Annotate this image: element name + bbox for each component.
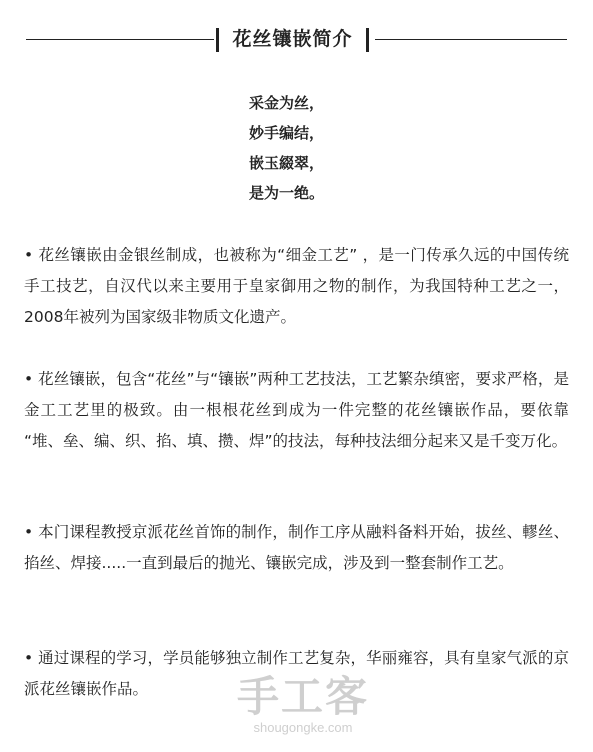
poem-line: 嵌玉綴翠， [249, 154, 325, 172]
header-right-bar [366, 28, 369, 52]
course-paragraph: • 本门课程教授京派花丝首饰的制作，制作工序从融料备料开始，拔丝、轇丝、掐丝、焊接.....一直到最后的抛光、镶嵌完成，涉及到一整套制作工艺。 [24, 523, 569, 572]
poem-line: 妙手编结， [249, 124, 325, 142]
poem-line: 采金为丝， [249, 94, 325, 112]
section-title: 花丝镶嵌简介 [232, 28, 353, 50]
header-right-rule [375, 39, 567, 40]
watermark [228, 674, 378, 736]
outcome-paragraph: • 通过课程的学习，学员能够独立制作工艺复杂，华丽雍容，具有皇家气派的京派花丝镶嵌作品。 [24, 649, 569, 698]
poem-line: 是为一绝。 [249, 184, 325, 202]
header-left-bar [216, 28, 219, 52]
intro-paragraph: • 花丝镶嵌由金银丝制成，也被称为“细金工艺” ，是一门传承久远的中国传统手工技艺，自汉代以来主要用于皇家御用之物的制作，为我国特种工艺之一，2008年被列为国家级非物质文化遗产。 [24, 246, 569, 326]
technique-paragraph: • 花丝镶嵌，包含“花丝”与“镶嵌”两种工艺技法，工艺繁杂缜密，要求严格，是金工工艺里的极致。由一根根花丝到成为一件完整的花丝镶嵌作品，要依靠 “堆、垒、编、织、掐、填、攒、焊”的技法，每种技法细分起来又是千变万化。 [24, 370, 569, 450]
poem-block [249, 88, 369, 208]
watermark-logo: 手工客 [236, 672, 369, 721]
header-left-rule [26, 39, 214, 40]
watermark-url: shougongke.com [253, 720, 353, 735]
section-header [0, 22, 593, 56]
